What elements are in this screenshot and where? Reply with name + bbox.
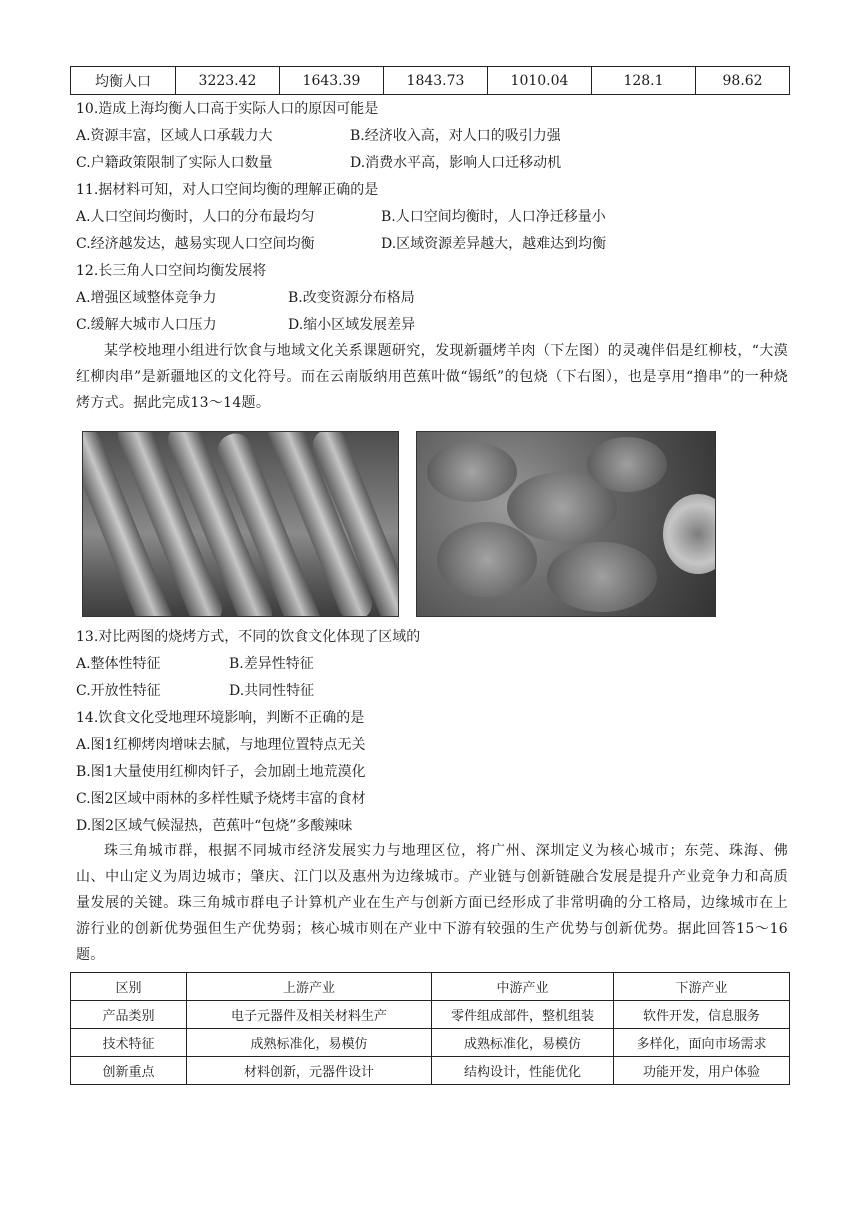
table-cell: 1843.73	[384, 67, 488, 95]
q11-option-c: C.经济越发达，越易实现人口空间均衡	[76, 236, 315, 252]
table-cell: 128.1	[592, 67, 696, 95]
table-cell: 软件开发，信息服务	[614, 1001, 790, 1029]
q14-option-c: C.图2区域中雨林的多样性赋予烧烤丰富的食材	[76, 791, 366, 807]
table-row	[71, 67, 790, 95]
table-cell: 98.62	[696, 67, 790, 95]
table-cell: 1643.39	[280, 67, 384, 95]
population-table	[70, 66, 790, 95]
q11-option-b: B.人口空间均衡时，人口净迁移量小	[381, 209, 606, 225]
q10-option-c: C.户籍政策限制了实际人口数量	[76, 155, 273, 171]
q12-option-d: D.缩小区域发展差异	[288, 317, 416, 333]
table-row	[71, 1029, 790, 1057]
table-cell: 成熟标准化，易模仿	[187, 1029, 432, 1057]
table-cell: 成熟标准化，易模仿	[432, 1029, 614, 1057]
column-header: 区别	[71, 973, 187, 1001]
q13-option-a: A.整体性特征	[76, 656, 161, 672]
question-10-stem: 10.造成上海均衡人口高于实际人口的原因可能是	[76, 101, 379, 117]
q12-option-c: C.缓解大城市人口压力	[76, 317, 217, 333]
q10-option-d: D.消费水平高，影响人口迁移动机	[350, 155, 562, 171]
q13-option-b: B.差异性特征	[229, 656, 314, 672]
row-label: 创新重点	[71, 1057, 187, 1085]
question-11-stem: 11.据材料可知，对人口空间均衡的理解正确的是	[76, 182, 379, 198]
question-14-stem: 14.饮食文化受地理环境影响，判断不正确的是	[76, 710, 365, 726]
q11-option-d: D.区域资源差异越大，越难达到均衡	[381, 236, 607, 252]
q14-option-b: B.图1大量使用红柳肉钎子，会加剧土地荒漠化	[76, 764, 366, 780]
material-bbq-paragraph: 某学校地理小组进行饮食与地域文化关系课题研究，发现新疆烤羊肉（下左图）的灵魂伴侣是红柳枝，“大漠红柳肉串”是新疆地区的文化符号。而在云南版纳用芭蕉叶做“锡纸”的包烧（下右图），也是享用“撸串”的一种烧烤方式。据此完成13～14题。	[76, 343, 788, 411]
table-cell: 3223.42	[176, 67, 280, 95]
column-header: 中游产业	[432, 973, 614, 1001]
q10-option-b: B.经济收入高，对人口的吸引力强	[350, 128, 561, 144]
q12-option-a: A.增强区域整体竞争力	[76, 290, 217, 306]
table-header-row	[71, 973, 790, 1001]
q13-option-c: C.开放性特征	[76, 683, 161, 699]
material-prd-paragraph: 珠三角城市群，根据不同城市经济发展实力与地理区位，将广州、深圳定义为核心城市；东莞、珠海、佛山、中山定义为周边城市；肇庆、江门以及惠州为边缘城市。产业链与创新链融合发展是提升产业竞争力和高质量发展的关键。珠三角城市群电子计算机产业在生产与创新方面已经形成了非常明确的分工格局，边缘城市在上游行业的创新优势强但生产优势弱；核心城市则在产业中下游有较强的生产优势与创新优势。据此回答15～16题。	[76, 843, 788, 963]
q10-option-a: A.资源丰富，区域人口承载力大	[76, 128, 273, 144]
row-label: 产品类别	[71, 1001, 187, 1029]
industry-chain-table	[70, 972, 790, 1085]
q14-option-a: A.图1红柳烤肉增味去腻，与地理位置特点无关	[76, 737, 366, 753]
question-13-stem: 13.对比两图的烧烤方式，不同的饮食文化体现了区域的	[76, 629, 421, 645]
table-row	[71, 1057, 790, 1085]
row-label: 技术特征	[71, 1029, 187, 1057]
question-12-stem: 12.长三角人口空间均衡发展将	[76, 263, 267, 279]
yunnan-banana-leaf-bbq-photo	[416, 431, 716, 617]
table-cell: 功能开发，用户体验	[614, 1057, 790, 1085]
row-label: 均衡人口	[71, 67, 176, 95]
q12-option-b: B.改变资源分布格局	[288, 290, 415, 306]
q11-option-a: A.人口空间均衡时，人口的分布最均匀	[76, 209, 315, 225]
q13-option-d: D.共同性特征	[229, 683, 315, 699]
table-cell: 多样化，面向市场需求	[614, 1029, 790, 1057]
column-header: 下游产业	[614, 973, 790, 1001]
table-cell: 材料创新，元器件设计	[187, 1057, 432, 1085]
table-cell: 零件组成部件，整机组装	[432, 1001, 614, 1029]
table-cell: 结构设计，性能优化	[432, 1057, 614, 1085]
table-row	[71, 1001, 790, 1029]
table-cell: 1010.04	[488, 67, 592, 95]
q14-option-d: D.图2区域气候湿热，芭蕉叶“包烧”多酸辣味	[76, 818, 353, 834]
table-cell: 电子元器件及相关材料生产	[187, 1001, 432, 1029]
xinjiang-kebab-photo	[82, 431, 399, 617]
column-header: 上游产业	[187, 973, 432, 1001]
